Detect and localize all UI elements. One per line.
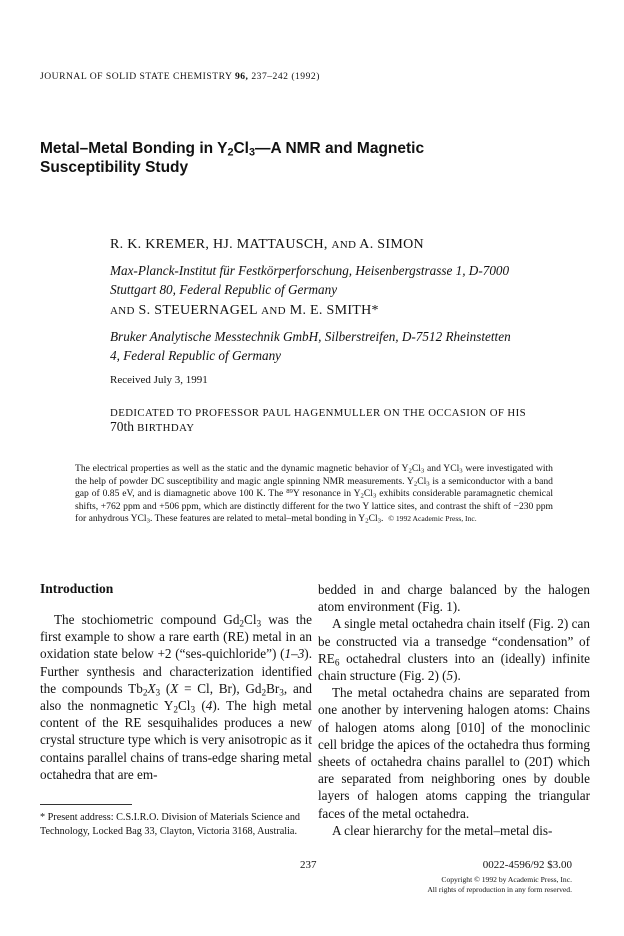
title-line-1: Metal–Metal Bonding in $Y_2Cl_3—A$ NMR and Magnetic xyxy=(40,140,425,159)
journal-volume: 96, xyxy=(234,71,249,82)
journal-pages: 237–242 (1992) xyxy=(251,71,320,82)
right-paragraph-0: bedded in and charge balanced by the halogen atom environment (Fig. 1). xyxy=(318,582,590,615)
title-line-2: Susceptibility Study xyxy=(40,159,189,176)
copyright-notice: Copyright © 1992 by Academic Press, Inc. All rights of reproduction in any form reserved. xyxy=(427,875,572,894)
right-paragraph-2: The metal octahedra chains are separated from one another by intervening halogen atoms: Chains of halogen atoms along [010] of the monoclinic cell bridge the apices of the octahedra thus forming sheets of octahedra chains parallel to (201̄) which are separated from neighboring ones by double layers of halogen atoms capping the triangular faces of the metal octahedra. xyxy=(318,685,590,821)
right-column xyxy=(318,581,590,839)
dedication: DEDICATED TO PROFESSOR PAUL HAGENMULLER ON THE OCCASION OF HIS 70th BIRTHDAY xyxy=(110,407,527,434)
footnote-rule xyxy=(40,804,132,805)
footnote: * Present address: C.S.I.R.O. Division of Materials Science and Technology, Locked Bag 33, Clayton, Victoria 3168, Australia. xyxy=(40,812,301,837)
left-column xyxy=(40,611,312,783)
abstract: The electrical properties as well as the static and the dynamic magnetic behavior of $Y_2Cl_3$ and YCl$_3$ were investigated with the help of powder DC susceptibility and magic angle spinning NMR measurements. $Y_2Cl_3$ is a semiconductor with a band gap of 0.85 eV, and is diamagnetic above 100 K. The $^{89}$Y resonance in $Y_2Cl_3$ exhibits considerable paramagnetic chemical shifts, +762 ppm and +506 ppm, which are distinctly different for the two Y lattice sites, and contrast the shift of −230 ppm for anhydrous YCl$_3$. These features are related to metal–metal bonding in $Y_2Cl_3$. © 1992 Academic Press, Inc. xyxy=(75,463,553,526)
affiliation-1: Max-Planck-Institut für Festkörperforschung, Heisenbergstrasse 1, D-7000 Stuttgart 80, Federal Republic of Germany xyxy=(110,263,510,297)
journal-header xyxy=(40,71,320,82)
intro-paragraph-1: The stochiometric compound $Gd_2Cl_3$ was the first example to show a rare earth (RE) metal in an oxidation state below +2 (“ses-quichloride”) (1–3). Further synthesis and characterization identified the compounds $Tb_2X_3$ (X = Cl, Br), $Gd_2Br_3$, and also the nonmagnetic $Y_2Cl_3$ (4). The high metal content of the RE sesquihalides produces a new crystal structure type which is very anisotropic as it contains parallel chains of trans-edge sharing metal octahedra that are em- xyxy=(40,612,312,782)
right-paragraph-1: A single metal octahedra chain itself (Fig. 2) can be constructed via a transedge “condensation” of $RE_6$ octahedral clusters into an (ideally) infinite chain structure (Fig. 2) (5). xyxy=(318,616,590,684)
abstract-copyright: © 1992 Academic Press, Inc. xyxy=(388,514,477,524)
page-number: 237 xyxy=(300,859,317,871)
affiliation-2: Bruker Analytische Messtechnik GmbH, Silberstreifen, D-7512 Rheinstetten 4, Federal Republic of Germany xyxy=(110,329,511,363)
section-heading-introduction: Introduction xyxy=(40,581,114,596)
author-line-1: R. K. KREMER, HJ. MATTAUSCH, AND A. SIMON xyxy=(110,237,424,252)
right-paragraph-3: A clear hierarchy for the metal–metal dis- xyxy=(332,822,553,838)
journal-name: JOURNAL OF SOLID STATE CHEMISTRY xyxy=(40,71,233,82)
received-date: Received July 3, 1991 xyxy=(110,374,208,386)
paper-title xyxy=(40,139,600,177)
issn-price: 0022-4596/92 $3.00 xyxy=(482,859,572,871)
author-line-2: AND S. STEUERNAGEL AND M. E. SMITH* xyxy=(110,303,379,318)
